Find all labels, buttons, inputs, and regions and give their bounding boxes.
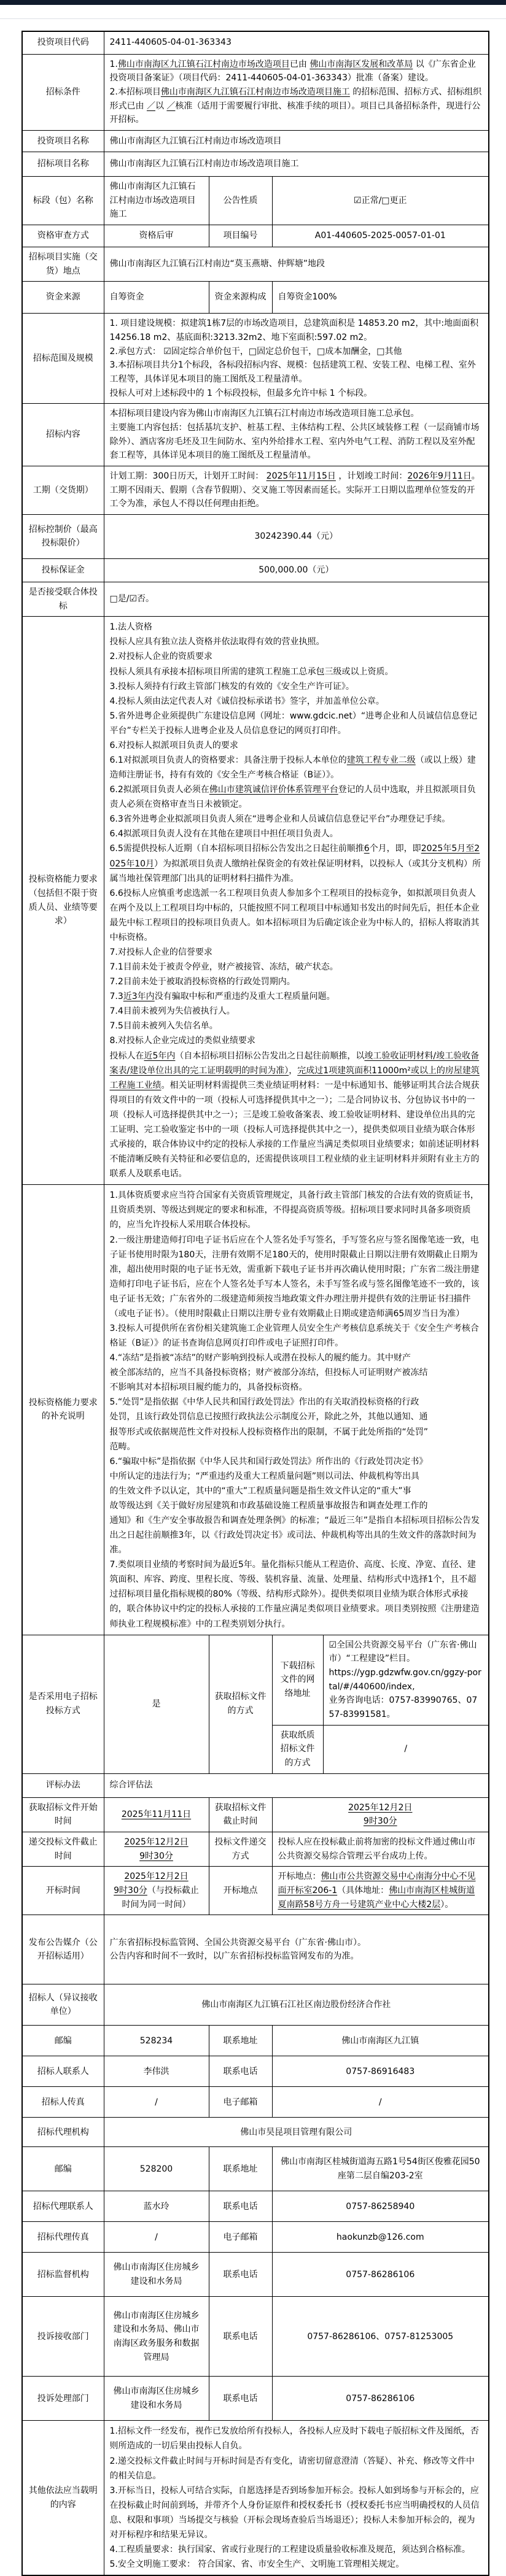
row-complaint-handling <box>22 2377 489 2421</box>
tender-conditions-value: 1.佛山市南海区九江镇石江村南边市场改造项目已由 佛山市南海区发展和改革局 以《广东省企业投资项目备案证》（项目代码：2411-440605-04-01-363343）批准（备案）建设。 2.本招标项目佛山市南海区九江镇石江村南边市场改造项目施工 的招标范围、招标方式、招标组织形式已由 ／以 ／核准（适用于需要履行审批、核准手续的项目）。项目已具备招标条件，现进行公开招标。 <box>104 54 489 130</box>
row-supervision <box>22 2253 489 2297</box>
evaluation-method-label: 评标办法 <box>22 1773 104 1797</box>
tenderer-email-value: / <box>272 2087 489 2118</box>
paper-document-value: / <box>323 1725 489 1773</box>
row-consortium-accepted <box>22 582 489 616</box>
agency-fax-label: 招标代理传真 <box>22 2222 104 2253</box>
row-complaint-receiving <box>22 2297 489 2377</box>
agency-postcode-value: 528200 <box>104 2147 209 2191</box>
complaint-receiving-value: 佛山市南海区住房城乡建设和水务局、佛山市南海区政务服务和数据管理局 <box>104 2297 209 2377</box>
row-fund-source <box>22 282 489 314</box>
tenderer-address-value: 佛山市南海区九江镇 <box>272 2026 489 2056</box>
agency-label: 招标代理机构 <box>22 2118 104 2147</box>
complaint-handling-phone-label: 联系电话 <box>209 2377 272 2421</box>
agency-email-value: haokunzb@126.com <box>272 2222 489 2253</box>
row-agency-fax <box>22 2222 489 2253</box>
bid-opening-time-label: 开标时间 <box>22 1867 104 1915</box>
row-bid-opening <box>22 1867 489 1915</box>
row-tenderer <box>22 1984 489 2026</box>
tenderer-fax-value: / <box>104 2087 209 2118</box>
fund-composition-value: 自筹资金100% <box>272 282 489 314</box>
agency-contact-label: 招标代理联系人 <box>22 2191 104 2222</box>
row-qualification-requirements <box>22 617 489 1185</box>
row-qualification-review <box>22 225 489 247</box>
submission-deadline-value: 2025年12月2日 9时30分 <box>104 1832 209 1867</box>
download-address-value: ☑全国公共资源交易平台（广东省·佛山市）“工程建设”栏目。 https://ygp.gdzwfw.gov.cn/ggzy-portal/#/440600/index, 业务咨询电话：0757-83990765、0757-83991581。 <box>323 1635 489 1725</box>
fund-composition-label: 资金来源构成 <box>209 282 272 314</box>
page-divider <box>0 18 506 19</box>
tenderer-fax-label: 招标人传真 <box>22 2087 104 2118</box>
project-number-value: A01-440605-2025-0057-01-01 <box>272 225 489 247</box>
tenderer-address-label: 联系地址 <box>209 2026 272 2056</box>
tenderer-contact-label: 招标人联系人 <box>22 2056 104 2087</box>
row-construction-period <box>22 466 489 514</box>
bid-bond-label: 投标保证金 <box>22 558 104 582</box>
agency-phone-value: 0757-86258940 <box>272 2191 489 2222</box>
announcement-media-label: 发布公告媒介（公开招标适用） <box>22 1915 104 1984</box>
paper-document-label: 获取纸质招标文件的方式 <box>272 1725 323 1773</box>
row-agency-postcode <box>22 2147 489 2191</box>
tender-content-label: 招标内容 <box>22 404 104 466</box>
tender-announcement-table <box>21 31 489 2576</box>
delivery-location-value: 佛山市南海区九江镇石江村南边“莫玉燕塘、仲辉塘”地段 <box>104 247 489 281</box>
row-tender-content <box>22 404 489 466</box>
section-name-label: 标段（包）名称 <box>22 176 104 225</box>
tenderer-value: 佛山市南海区九江镇石江社区南边股份经济合作社 <box>104 1984 489 2026</box>
fund-source-label: 资金来源 <box>22 282 104 314</box>
consortium-accepted-label: 是否接受联合体投标 <box>22 582 104 616</box>
section-name-value: 佛山市南海区九江镇石江村南边市场改造项目施工 <box>104 176 209 225</box>
other-contents-label: 其他依法应当载明的内容 <box>22 2421 104 2575</box>
agency-value: 佛山市昊昆项目管理有限公司 <box>104 2118 489 2147</box>
tender-project-name-label: 招标项目名称 <box>22 152 104 176</box>
site-header-bar <box>0 0 506 5</box>
row-tenderer-contact <box>22 2056 489 2087</box>
control-price-value: 30242390.44（元） <box>104 514 489 558</box>
other-contents-value: 1.招标文件一经发布，视作已发放给所有投标人，各投标人应及时下载电子版招标文件及图纸，否则所造成的一切后果由投标人自负。 2.递交投标文件截止时间与开标时间是否有变化，请密切留意澄清（答疑）、补充、修改等文件中的相关信息。 3.开标当日，投标人可结合实际，自愿选择是否到场参加开标会。投标人如到场参与开标会的，应在投标截止时间前到场，并带齐个人身份证原件和授权委托书（授权委托书应当明确授权的人员信息、权限和事项）当场提交与核验（开标会现场查验后当场退还）；投标人未参加开标会的，视为对开标程序和结果无异议。 4.工程质量要求：执行国家、省或行业现行的工程建设质量验收标准及规范，须达到合格标准。 5.安全文明施工要求： 符合国家、省、市安全生产、文明施工管理相关规定。 <box>104 2421 489 2575</box>
tender-content-value: 本招标项目建设内容为佛山市南海区九江镇石江村南边市场改造项目施工总承包。 主要施工内容包括：包括基坑支护、桩基工程、主体结构工程、公共区域装修工程（一层商铺市场除外）、酒店客房毛坯及卫生间防水、室内外给排水工程、室内外电气工程、消防工程以及室外配套工程等，具体详见本项目的施工图纸及工程量清单。 <box>104 404 489 466</box>
submission-method-value: 投标人应在投标截止前将加密的投标文件通过佛山市公共资源交易综合管理云平台成功上传。 <box>272 1832 489 1867</box>
fund-source-value: 自筹资金 <box>104 282 209 314</box>
row-bid-bond <box>22 558 489 582</box>
tender-project-name-value: 佛山市南海区九江镇石江村南边市场改造项目施工 <box>104 152 489 176</box>
agency-phone-label: 联系电话 <box>209 2191 272 2222</box>
row-electronic-bidding <box>22 1635 489 1725</box>
row-control-price <box>22 514 489 558</box>
project-number-label: 项目编号 <box>209 225 272 247</box>
scope-scale-value: 1. 项目建设规模：拟建筑1栋7层的市场改造项目，总建筑面积是 14853.20 m2，其中:地面面积14256.18 m2、基底面积:3213.32m2、地下室面积:597.02 m2。 2.承包方式： ☑固定综合单价包干，□固定总价包干，□成本加酬金，□其他 3.本招标项目共分1个标段，各标段招标内容、规模：包括建筑工程、安装工程、电梯工程、室外工程等，具体详见本项目的施工图纸及工程量清单。 投标人可对上述标段中的 1 个标段投标，但最多允许中标 1 个标段。 <box>104 314 489 404</box>
agency-fax-value: / <box>104 2222 209 2253</box>
electronic-bidding-label: 是否采用电子招标投标方式 <box>22 1635 104 1773</box>
notice-nature-label: 公告性质 <box>209 176 272 225</box>
row-evaluation-method <box>22 1773 489 1797</box>
supervision-phone-label: 联系电话 <box>209 2253 272 2297</box>
row-tender-conditions <box>22 54 489 130</box>
agency-address-label: 联系地址 <box>209 2147 272 2191</box>
row-agency <box>22 2118 489 2147</box>
evaluation-method-value: 综合评估法 <box>104 1773 489 1797</box>
complaint-receiving-phone-value: 0757-86286106、0757-81253005 <box>272 2297 489 2377</box>
tenderer-postcode-value: 528234 <box>104 2026 209 2056</box>
construction-period-value: 计划工期：300日历天，计划开工时间： 2025年11月15日 ，计划竣工时间：2026年9月11日。工期不因雨天、假期（含春节假期）、交叉施工等因素而延长。实际开工日期以监理单位签发的开工令为准，承包人不得以任何理由拒绝。 <box>104 466 489 514</box>
supplementary-notes-label: 投标资格能力要求的补充说明 <box>22 1185 104 1635</box>
bid-bond-value: 500,000.00（元） <box>104 558 489 582</box>
delivery-location-label: 招标项目实施（交货）地点 <box>22 247 104 281</box>
complaint-handling-value: 佛山市南海区住房城乡建设和水务局 <box>104 2377 209 2421</box>
complaint-receiving-phone-label: 联系电话 <box>209 2297 272 2377</box>
row-delivery-location <box>22 247 489 281</box>
agency-address-value: 佛山市南海区桂城街道海五路1号54街区俊雅花园50座第二层自编203-2室 <box>272 2147 489 2191</box>
row-submission <box>22 1832 489 1867</box>
notice-nature-value: ☑正常/□更正 <box>272 176 489 225</box>
supervision-value: 佛山市南海区住房城乡建设和水务局 <box>104 2253 209 2297</box>
supplementary-notes-value: 1.具体资质要求应当符合国家有关资质管理规定，具备行政主管部门核发的合法有效的资质证书，且资质类别、等级达到规定的要求和标准，不得提高资质等级。招标项目要求同时具备多项资质的，应当允许投标人采用联合体投标。 2.一级注册建造师打印电子证书后应在个人签名处手写签名，手写签名应与签名图像笔迹一致，电子证书使用时限为180天，注册有效期不足180天的，使用时限截止日期以注册有效期截止日期为准，超出使用时限的电子证书无效，需重新下载电子证书并再次确认使用时限；广东省二级注册建造师打印电子证书后，应在个人签名处手写本人签名，未手写签名或与签名图像笔迹不一致的，该电子证书无效；广东省外的二级建造师须按当地政策文件办理注册并提供有效的注册证书扫描件（或电子证书）。（使用时限截止日期以注册专业有效期截止日期或建造师满65周岁当日为准） 3.投标人可提供所在省份相关建筑施工企业管理人员安全生产考核信息系统关于《安全生产考核合格证（B证）》的证书查询信息网页打印件或电子证照打印件。 4.“冻结”是指被“冻结”的财产影响到投标人或潜在投标人的履约能力。其中财产 被全部冻结的，应当不具备投标资格；财产被部分冻结，但投标人可证明财产被冻结 不影响其对本招标项目履约能力的，具备投标资格。 5.“处罚”是指依据《中华人民共和国行政处罚法》作出的有关取消投标资格的行政 处罚，且该行政处罚信息已按照行政执法公示制度公开，除此之外，其他以通知、通 报等形式或依据规范性文件对投标人投标资格作出的限制，不属于此处所指的“处罚” 范畴。 6.“骗取中标”是指依据《中华人民共和国行政处罚法》所作出的《行政处罚决定书》 中所认定的违法行为；“严重违约及重大工程质量问题”则以司法、仲裁机构等出具 的生效文件予以认定，其中的“重大”工程质量问题是指生效文件认定的“重大”事 故等级达到《关于做好房屋建筑和市政基础设施工程质量事故报告和调查处理工作的 通知》和《生产安全事故报告和调查处理条例》的标准；“最近三年”是指自本招标项目招标公告发出之日起往前顺推3年，以《行政处罚决定书》或司法、仲裁机构等出具的生效文件的落款时间为准。 7.类似项目业绩的考察时间为最近5年。量化指标只能从工程造价、高度、长度、净宽、直径、建筑面积、库容、跨度、里程长度、等级、装机容量、流量、处理量、结构形式中选择1个，且不超过招标项目量化指标规模的80%（等级、结构形式除外）。提供类似项目业绩为联合体形式承接的，联合体协议中约定的投标人承接的工作量应满足类似项目业绩要求。项目类别按照《注册建造师执业工程规模标准》中的工程类别划分执行。 <box>104 1185 489 1635</box>
submission-deadline-label: 递交投标文件截止时间 <box>22 1832 104 1867</box>
qualification-review-label: 资格审查方式 <box>22 225 104 247</box>
tenderer-phone-value: 0757-86916483 <box>272 2056 489 2087</box>
construction-period-label: 工期（交货期） <box>22 466 104 514</box>
supervision-label: 招标监督机构 <box>22 2253 104 2297</box>
row-other-contents <box>22 2421 489 2575</box>
qualification-review-value: 资格后审 <box>104 225 209 247</box>
investment-project-name-value: 佛山市南海区九江镇石江村南边市场改造项目 <box>104 130 489 152</box>
row-supplementary-notes <box>22 1185 489 1635</box>
control-price-label: 招标控制价（最高投标限价） <box>22 514 104 558</box>
announcement-media-value: 广东省招标投标监管网、全国公共资源交易平台（广东省·佛山市）。 公告内容和时间不一致时，以广东省招标投标监管网发布的为准。 <box>104 1915 489 1984</box>
bid-opening-place-value: 开标地点：佛山市公共资源交易中心南海分中心不见面开标室206-1（具体地址：佛山市南海区桂城街道夏南路58号方舟一号建筑产业中心大楼2层）。 <box>272 1867 489 1915</box>
investment-code-label: 投资项目代码 <box>22 31 104 54</box>
document-deadline-value: 2025年12月2日 9时30分 <box>272 1797 489 1832</box>
tender-conditions-label: 招标条件 <box>22 54 104 130</box>
row-announcement-media <box>22 1915 489 1984</box>
tenderer-label: 招标人（异议接收单位） <box>22 1984 104 2026</box>
tenderer-contact-value: 李伟洪 <box>104 2056 209 2087</box>
tenderer-postcode-label: 邮编 <box>22 2026 104 2056</box>
qualification-requirements-value: 1.法人资格 投标人应具有独立法人资格并依法取得有效的营业执照。 2.对投标人企业的资质要求 投标人须具有承接本招标项目所需的建筑工程施工总承包三级或以上资质。 3.投标人须持有行政主管部门核发的有效的《安全生产许可证》。 4.投标人须由法定代表人对《诚信投标承诺书》签字，并加盖单位公章。 5.省外进粤企业须提供广东建设信息网（网址：www.gdcic.net）“进粤企业和人员诚信信息登记平台”专栏关于投标人进粤企业及人员信息登记的网页打印件。 6.对投标人拟派项目负责人的要求 6.1对拟派项目负责人的资格要求：具备注册于投标人本单位的建筑工程专业二级（或以上级）建造师注册证书，持有有效的《安全生产考核合格证（B证）》。 6.2拟派项目负责人必须在佛山市建筑诚信评价体系管理平台登记的人员中选取，并且拟派项目负责人必须在资格审查当日未被锁定。 6.3省外进粤企业拟派项目负责人须在“进粤企业和人员诚信信息登记平台”办理登记手续。 6.4拟派项目负责人没有在其他在建项目中担任项目负责人。 6.5需提供投标人近期（自本招标项目招标公告发出之日起往前顺推6个月，即，即2025年5月至2025年10月）为拟派项目负责人缴纳社保资金的有效社保证明材料，以投标人（或其分支机构）所属当地社保管理部门出具的证明材料扫描件为准。 6.6投标人应慎重考虑选派一名工程项目负责人参加多个工程项目的投标竞争，如拟派项目负责人在两个及以上工程项目均中标的，只能按照不同工程项目中标通知书发出的时间先后，担任本企业最先中标工程项目的投标项目负责人。如本招标项目为后确定该企业为中标人的，招标人将取消其中标资格。 7.对投标人企业的信誉要求 7.1目前未处于被责令停业，财产被接管、冻结，破产状态。 7.2目前未处于被取消投标资格的行政处罚期内。 7.3近3年内没有骗取中标和严重违约及重大工程质量问题。 7.4目前未被列为失信被执行人。 7.5目前未被列入失信名单。 8.对投标人企业完成过的类似业绩要求 投标人在近5年内（自本招标项目招标公告发出之日起往前顺推，以竣工验收证明材料/竣工验收备案表/建设单位出具的完工证明载明的时间为准），完成过1项建筑面积11000m²或以上的房屋建筑工程施工业绩。相关证明材料需提供三类业绩证明材料：一是中标通知书、能够证明其合法合规获得项目的有效文件中的一项（投标人可选择提供其中之一）；二是合同协议书、分包协议书中的一项（投标人可选择提供其中之一）；三是竣工验收备案表、竣工验收证明材料、建设单位出具的完工证明、完工验收鉴定书中的一项（投标人可选择提供其中之一），提供类似项目业绩为联合体形式承接的，联合体协议中约定的投标人承接的工作量应当满足类似项目业绩要求；如前述证明材料不能清晰反映有关特征和必要信息的，还需提供该项目工程业绩的业主证明材料并须附有业主方的联系人及联系电话。 <box>104 617 489 1185</box>
row-tenderer-fax <box>22 2087 489 2118</box>
complaint-receiving-label: 投诉接收部门 <box>22 2297 104 2377</box>
document-start-time-value: 2025年11月11日 <box>104 1797 209 1832</box>
row-investment-code <box>22 31 489 54</box>
document-start-time-label: 获取招标文件开始时间 <box>22 1797 104 1832</box>
row-tender-project-name <box>22 152 489 176</box>
complaint-handling-phone-value: 0757-86286106 <box>272 2377 489 2421</box>
scope-scale-label: 招标范围及规模 <box>22 314 104 404</box>
supervision-phone-value: 0757-86286106 <box>272 2253 489 2297</box>
bid-opening-time-value: 2025年12月2日 9时30分（与投标截止时间为同一时间） <box>104 1867 209 1915</box>
qualification-requirements-label: 投标资格能力要求（包括但不限于资质人员、业绩等要求） <box>22 617 104 1185</box>
tenderer-phone-label: 联系电话 <box>209 2056 272 2087</box>
consortium-accepted-value: □是/☑否。 <box>104 582 489 616</box>
agency-contact-value: 蓝水玲 <box>104 2191 209 2222</box>
agency-postcode-label: 邮编 <box>22 2147 104 2191</box>
document-deadline-label: 获取招标文件截止时间 <box>209 1797 272 1832</box>
submission-method-label: 投标文件递交方式 <box>209 1832 272 1867</box>
row-tenderer-postcode <box>22 2026 489 2056</box>
row-document-times <box>22 1797 489 1832</box>
tenderer-email-label: 电子邮箱 <box>209 2087 272 2118</box>
complaint-handling-label: 投诉处理部门 <box>22 2377 104 2421</box>
download-address-label: 下载招标文件的网络地址 <box>272 1635 323 1725</box>
document-acquisition-label: 获取招标文件的方式 <box>209 1635 272 1773</box>
electronic-bidding-value: 是 <box>104 1635 209 1773</box>
row-investment-project-name <box>22 130 489 152</box>
row-section-name <box>22 176 489 225</box>
row-agency-contact <box>22 2191 489 2222</box>
bid-opening-place-label: 开标地点 <box>209 1867 272 1915</box>
investment-code-value: 2411-440605-04-01-363343 <box>104 31 489 54</box>
agency-email-label: 电子邮箱 <box>209 2222 272 2253</box>
row-scope-scale <box>22 314 489 404</box>
investment-project-name-label: 投资项目名称 <box>22 130 104 152</box>
